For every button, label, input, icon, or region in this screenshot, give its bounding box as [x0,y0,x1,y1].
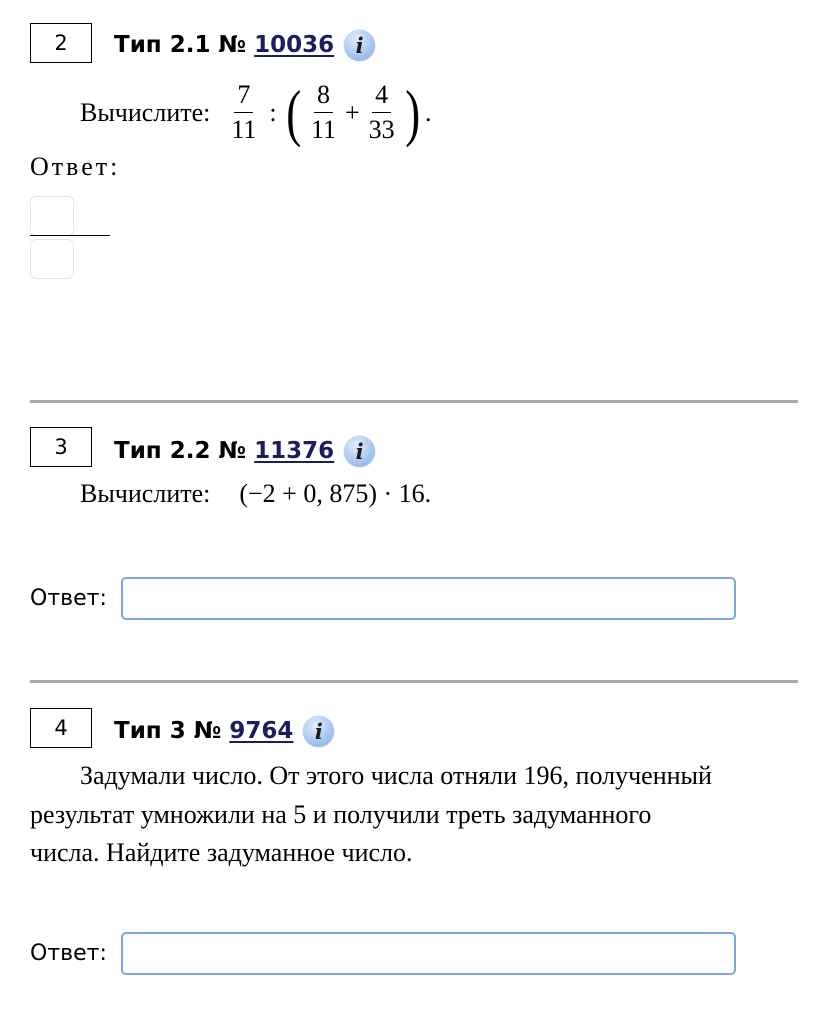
task-prompt: Вычислите: [80,97,211,127]
type-label: Тип 3 № [114,718,222,744]
question-header [114,713,334,749]
answer-label: Ответ: [30,586,107,611]
fraction: $\frac{7}{11}$ [231,80,257,144]
type-label: Тип 2.2 № [114,438,247,464]
question-number-box: 2 [30,23,92,63]
problem-id-link[interactable]: 11376 [254,438,335,464]
info-icon[interactable]: i [344,436,375,467]
question-header [114,433,375,469]
fraction-numerator-input[interactable] [30,196,74,236]
problem-id-link[interactable]: 9764 [229,718,294,744]
separator [30,680,798,683]
type-label: Тип 2.1 № [114,32,247,58]
fraction: $\frac{8}{11}$ [310,80,336,144]
question-number-box: 3 [30,427,92,467]
answer-input[interactable] [121,932,736,975]
question-header [114,27,375,63]
task-text: Вычислите: $\frac{7}{11}$ : ( $\frac{8}{11}$ + $\frac{4}{33}$ ) . [80,76,432,148]
answer-label: Ответ: [30,152,121,181]
answer-label: Ответ: [30,941,107,966]
info-icon[interactable]: i [303,716,334,747]
answer-input[interactable] [121,577,736,620]
info-icon[interactable]: i [344,30,375,61]
task-prompt: Вычислите: [80,479,211,508]
separator [30,400,798,403]
problem-id-link[interactable]: 10036 [254,32,335,58]
task-expression: (−2 + 0, 875) · 16. [239,479,432,508]
fraction-bar [30,235,110,236]
question-number-box: 4 [30,708,92,748]
fraction: $\frac{4}{33}$ [368,80,395,144]
task-text: Задумали число. От этого числа отняли 196, полученный результат умножили на 5 и получили треть задуманного числа. Найдите задуманное число. [30,761,712,867]
task-text [80,479,431,509]
fraction-denominator-input[interactable] [30,239,74,279]
